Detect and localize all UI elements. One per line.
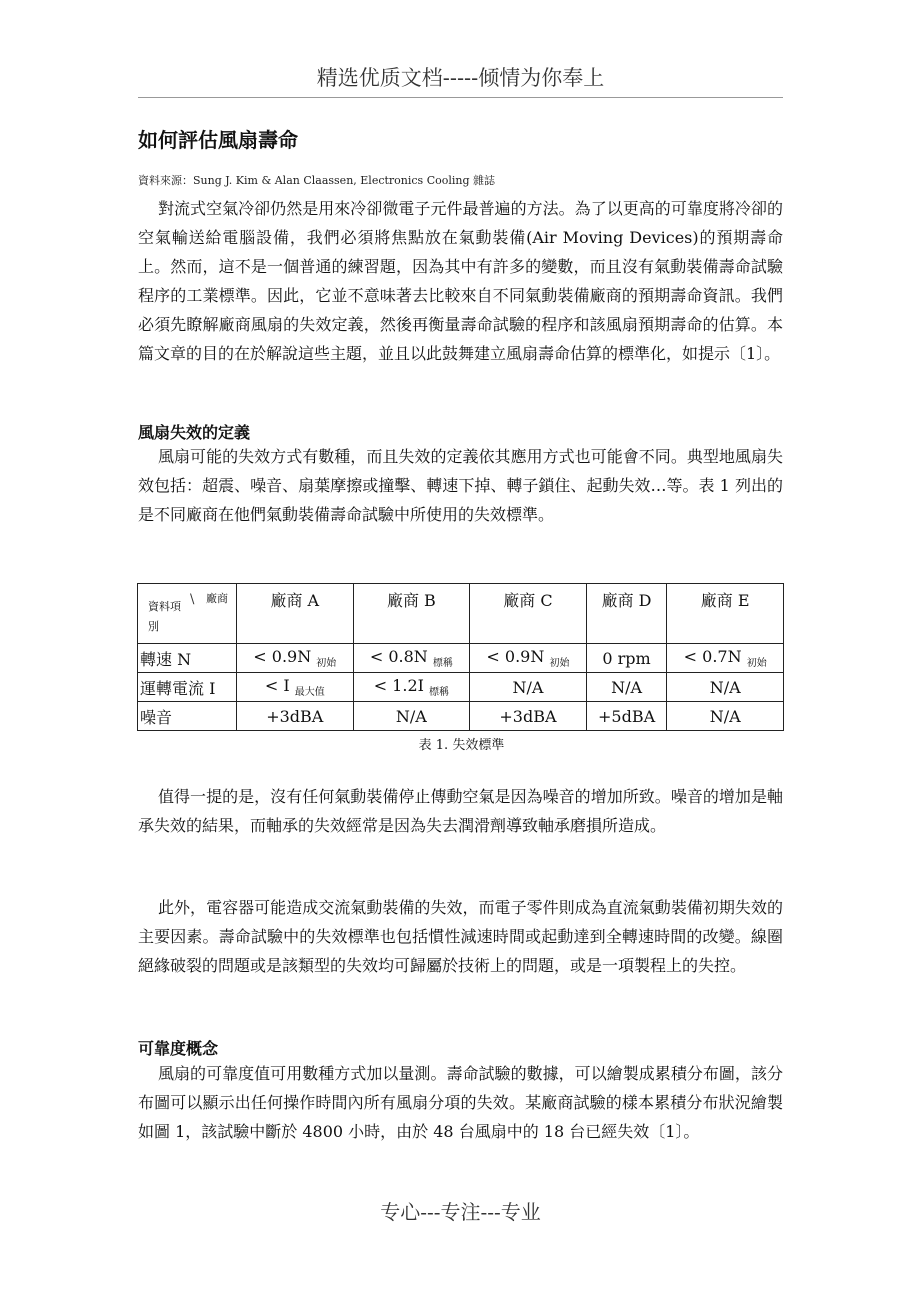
column-header: 廠商 B bbox=[353, 584, 470, 644]
table-cell: N/A bbox=[586, 673, 667, 702]
table-cell: N/A bbox=[667, 702, 784, 731]
table-row bbox=[138, 702, 784, 731]
table-cell: < 0.8N $_{標稱}$ bbox=[353, 644, 470, 673]
column-header: 廠商 C bbox=[470, 584, 587, 644]
page-footer: 专心---专注---专业 bbox=[380, 1200, 541, 1224]
column-header: 廠商 D bbox=[586, 584, 667, 644]
page-header: 精选优质文档-----倾情为你奉上 bbox=[138, 62, 783, 98]
failure-criteria-table bbox=[137, 583, 784, 731]
table-cell: +3dBA bbox=[470, 702, 587, 731]
noise-paragraph: 值得一提的是，沒有任何氣動裝備停止傳動空氣是因為噪音的增加所致。噪音的增加是軸承失效的結果，而軸承的失效經常是因為失去潤滑劑導致軸承磨損所造成。 bbox=[138, 787, 783, 835]
column-header: 廠商 A bbox=[237, 584, 354, 644]
corner-label-other: 別 bbox=[148, 620, 159, 633]
table-cell: +5dBA bbox=[586, 702, 667, 731]
table-caption: 表 1. 失效標準 bbox=[418, 738, 505, 753]
capacitor-paragraph: 此外，電容器可能造成交流氣動裝備的失效，而電子零件則成為直流氣動裝備初期失效的主要因素。壽命試驗中的失效標準也包括慣性減速時間或起動達到全轉速時間的改變。線圈絕緣破裂的問題或是該類型的失效均可歸屬於技術上的問題，或是一項製程上的失控。 bbox=[138, 898, 783, 975]
intro-paragraph: 對流式空氣冷卻仍然是用來冷卻微電子元件最普遍的方法。為了以更高的可靠度將冷卻的空氣輸送給電腦設備，我們必須將焦點放在氣動裝備(Air Moving Devices)的預期壽命上。然而，這不是一個普通的練習題，因為其中有許多的變數，而且沒有氣動裝備壽命試驗程序的工業標準。因此，它並不意味著去比較來自不同氣動裝備廠商的預期壽命資訊。我們必須先瞭解廠商風扇的失效定義，然後再衡量壽命試驗的程序和該風扇預期壽命的估算。本篇文章的目的在於解說這些主題，並且以此鼓舞建立風扇壽命估算的標準化，如提示〔1〕。 bbox=[138, 199, 783, 363]
table-header-row bbox=[138, 584, 784, 644]
corner-label-item: 資料項 bbox=[148, 600, 181, 613]
section-heading-failure-definition: 風扇失效的定義 bbox=[138, 423, 251, 442]
row-label: 運轉電流 I bbox=[138, 673, 237, 702]
corner-label-vendor: 廠商 bbox=[206, 592, 228, 605]
table-row bbox=[138, 673, 784, 702]
corner-diagonal-mark: \ bbox=[190, 592, 195, 607]
table-corner-cell bbox=[138, 584, 237, 644]
article-title: 如何評估風扇壽命 bbox=[138, 128, 298, 152]
row-label: 噪音 bbox=[138, 702, 237, 731]
table-cell: < 0.9N $_{初始}$ bbox=[237, 644, 354, 673]
table-cell: N/A bbox=[667, 673, 784, 702]
table-cell: < 0.7N $_{初始}$ bbox=[667, 644, 784, 673]
table-cell: +3dBA bbox=[237, 702, 354, 731]
column-header: 廠商 E bbox=[667, 584, 784, 644]
section-heading-reliability: 可靠度概念 bbox=[138, 1039, 219, 1058]
table-row bbox=[138, 644, 784, 673]
reliability-paragraph: 風扇的可靠度值可用數種方式加以量測。壽命試驗的數據，可以繪製成累積分布圖，該分布圖可以顯示出任何操作時間內所有風扇分項的失效。某廠商試驗的樣本累積分布狀況繪製如圖 1，該試驗中斷於 4800 小時，由於 48 台風扇中的 18 台已經失效〔1〕。 bbox=[138, 1064, 783, 1141]
article-source: 資料來源：Sung J. Kim & Alan Claassen, Electronics Cooling 雜誌 bbox=[138, 174, 496, 187]
table-cell: < I $_{最大值}$ bbox=[237, 673, 354, 702]
table-cell: 0 rpm bbox=[586, 644, 667, 673]
table-cell: < 1.2I $_{標稱}$ bbox=[353, 673, 470, 702]
row-label: 轉速 N bbox=[138, 644, 237, 673]
table-cell: N/A bbox=[353, 702, 470, 731]
table-cell: < 0.9N $_{初始}$ bbox=[470, 644, 587, 673]
table-cell: N/A bbox=[470, 673, 587, 702]
failure-definition-paragraph: 風扇可能的失效方式有數種，而且失效的定義依其應用方式也可能會不同。典型地風扇失效包括：超震、噪音、扇葉摩擦或撞擊、轉速下掉、轉子鎖住、起動失效…等。表 1 列出的是不同廠商在他們氣動裝備壽命試驗中所使用的失效標準。 bbox=[138, 447, 783, 524]
